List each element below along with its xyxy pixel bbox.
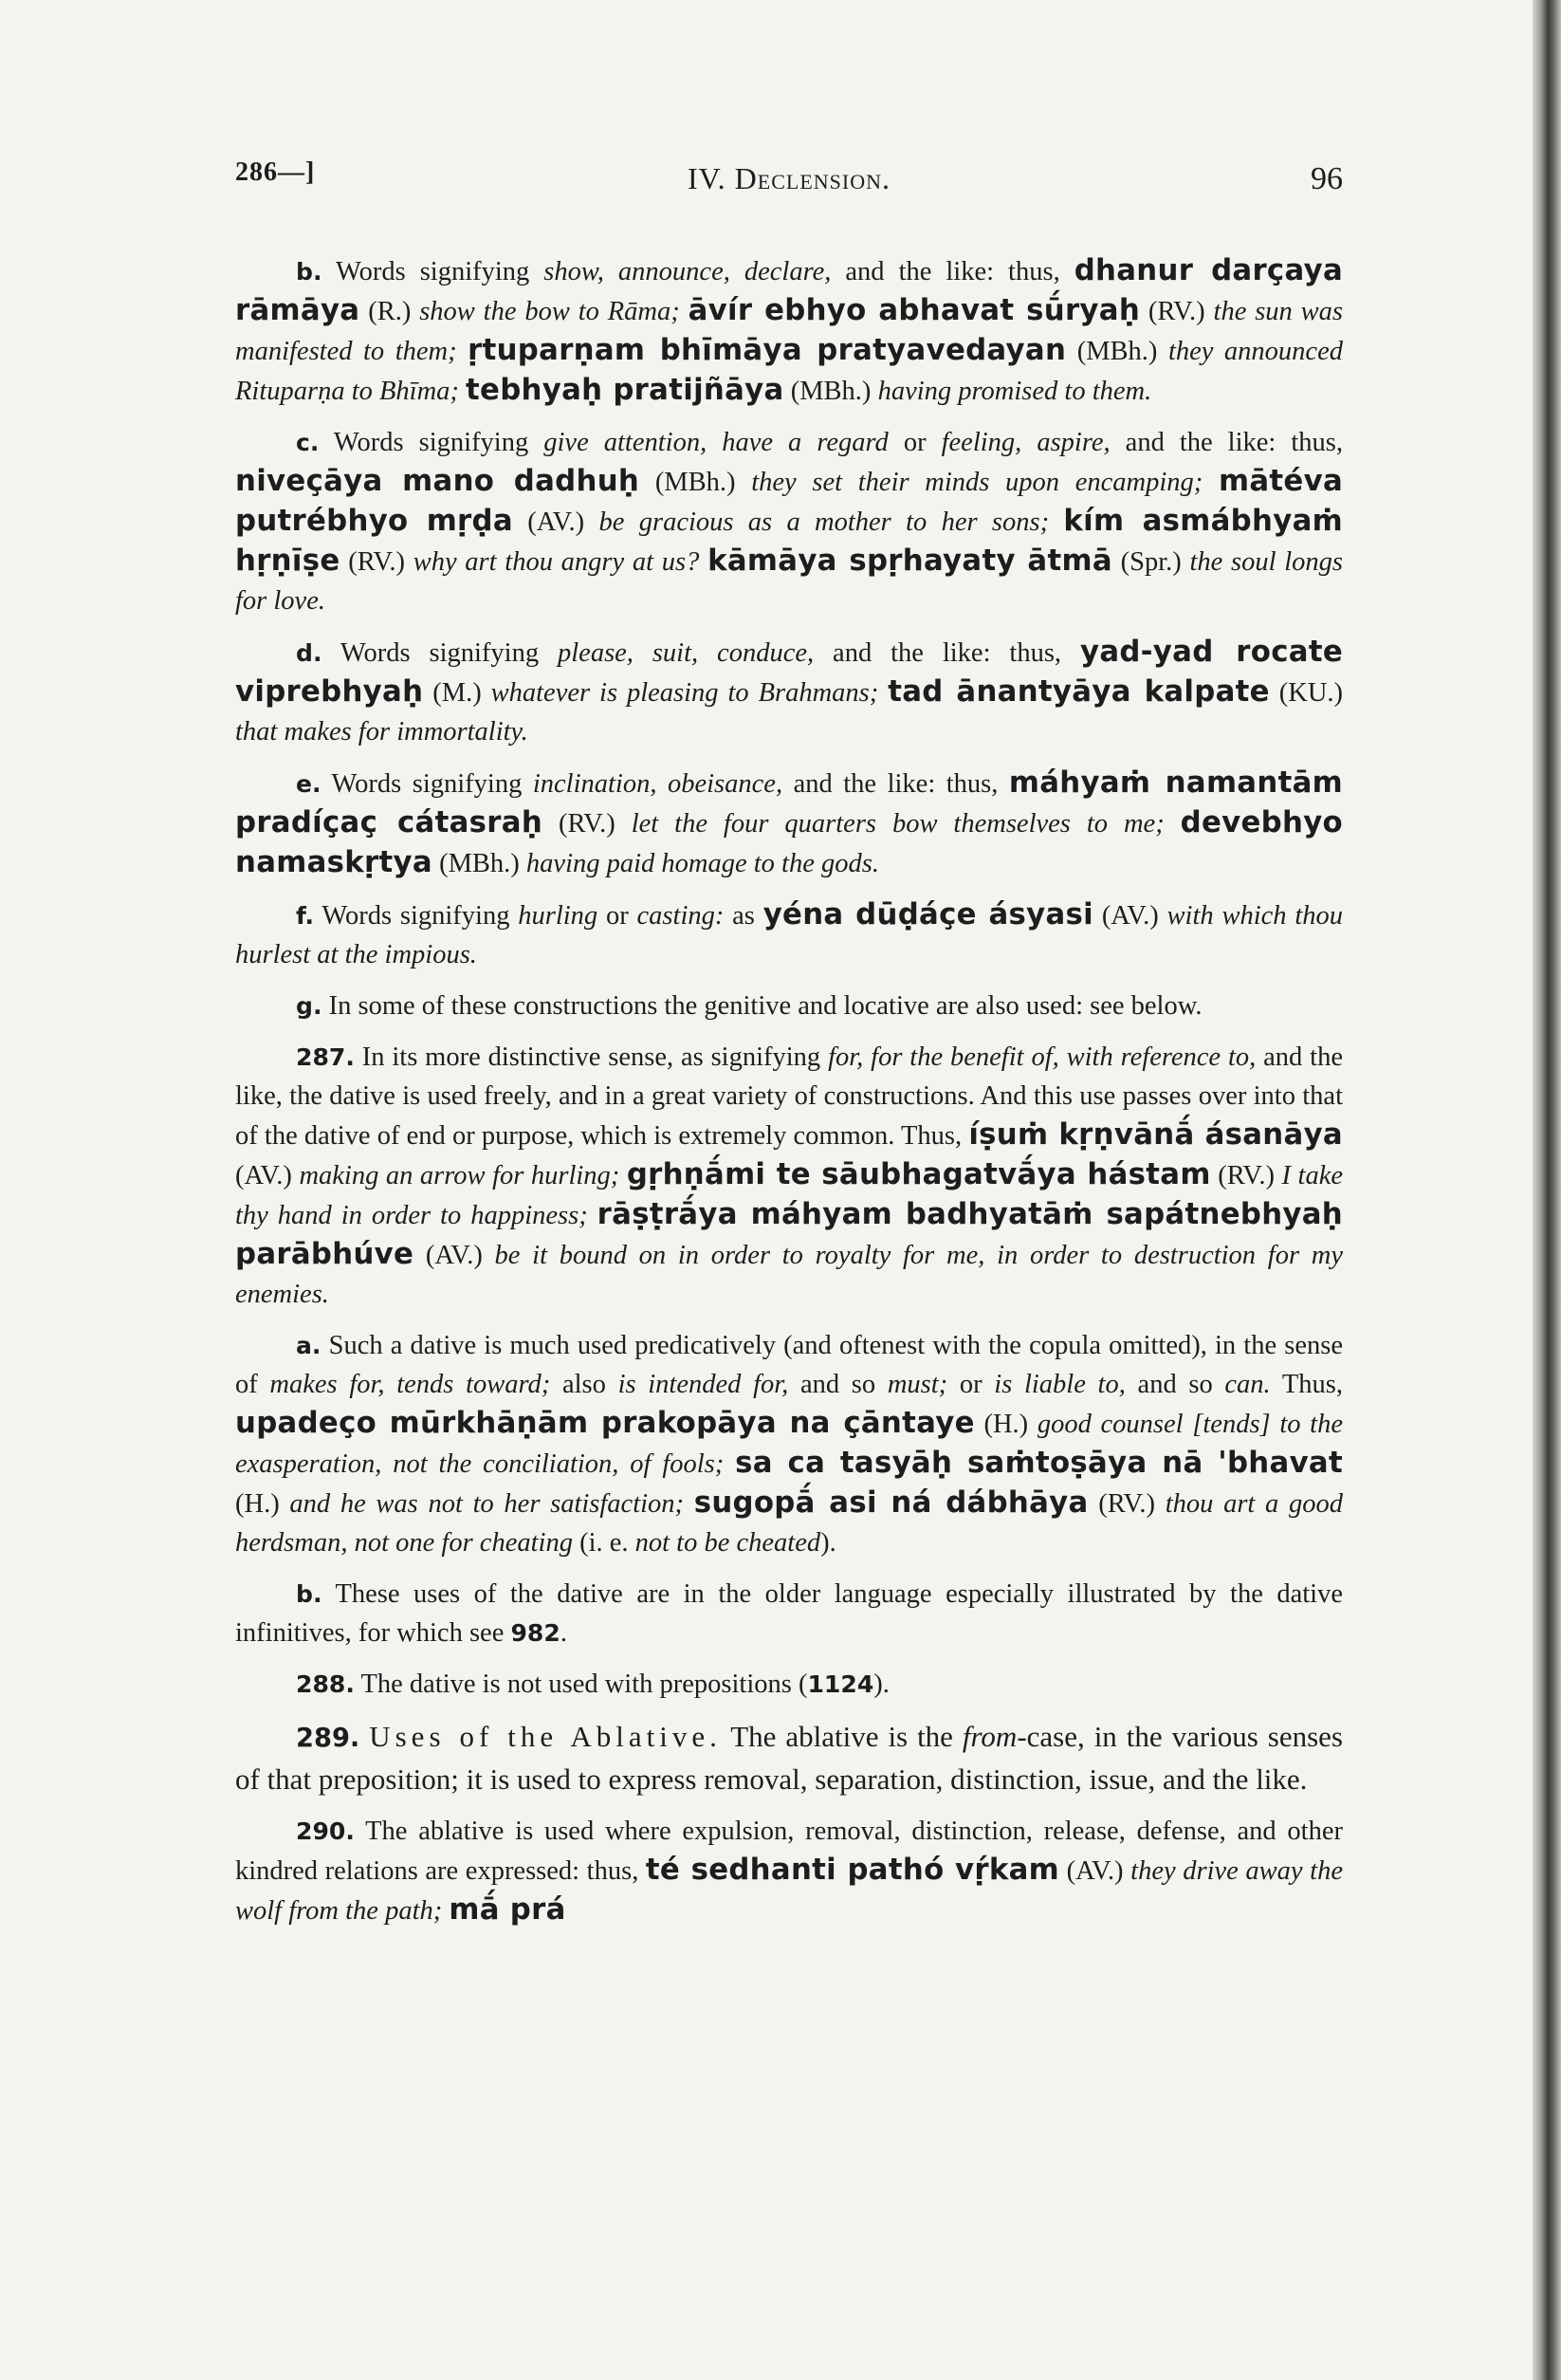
body-text: and the like, the dative is used freely, and in a great variety of constructions. And this use passes over into that of the dative of end or purpose, which is extremely common. Thus, xyxy=(235,1042,1343,1151)
body-text: and so xyxy=(1125,1370,1225,1399)
sanskrit-text: upadeço mūrkhāṇām prakopāya na çāntaye xyxy=(235,1406,975,1440)
sub-label: a. xyxy=(296,1332,321,1359)
translation-text: for, for the benefit of, with reference to, xyxy=(828,1042,1257,1072)
body-text: The ablative is the xyxy=(721,1720,963,1753)
body-text xyxy=(878,678,888,708)
section-number: 982 xyxy=(510,1619,560,1647)
translation-text: they drive away the wolf from the path; xyxy=(235,1856,1343,1926)
translation-text: they announced Rituparṇa to Bhīma; xyxy=(235,337,1343,406)
body-text: Such a dative is much used predicatively (and oftenest with the copula omitted), in the sense of xyxy=(235,1331,1343,1399)
body-text xyxy=(359,1720,369,1753)
sanskrit-text: dhanur darçaya rāmāya xyxy=(235,253,1344,327)
body-text: or xyxy=(947,1370,995,1399)
body-text: and the like: thus, xyxy=(782,769,1009,799)
translation-text: show the bow to Rāma; xyxy=(419,297,680,326)
body-text: (MBh.) xyxy=(432,849,526,878)
page-header xyxy=(235,152,1343,209)
body-text: (Spr.) xyxy=(1111,547,1190,577)
body-text: (RV.) xyxy=(1088,1489,1166,1519)
paragraph xyxy=(235,1575,1343,1652)
body-text: (MBh.) xyxy=(1066,337,1168,366)
body-text xyxy=(459,377,466,406)
paragraph xyxy=(235,633,1343,751)
paragraph xyxy=(235,251,1343,411)
translation-text: is intended for, xyxy=(617,1370,789,1399)
translation-text: feeling, aspire, xyxy=(941,428,1111,457)
body-text: In its more distinctive sense, as signifying xyxy=(354,1042,829,1072)
running-title: IV. Declension. xyxy=(688,161,891,195)
section-number: 288. xyxy=(296,1670,355,1698)
sub-label: d. xyxy=(296,639,322,667)
body-text: In some of these constructions the genitive and locative are also used: see below. xyxy=(321,991,1203,1021)
translation-text: give attention, have a regard xyxy=(543,428,889,457)
sub-label: f. xyxy=(296,902,315,930)
paragraph xyxy=(235,1326,1343,1562)
sanskrit-text: rāṣṭrā́ya máhyam badhyatāṁ sapátnebhyaḥ parābhúve xyxy=(235,1197,1344,1271)
section-number: 290. xyxy=(296,1817,355,1845)
body-text: and the like: thus, xyxy=(814,638,1080,668)
body-text: (AV.) xyxy=(1093,901,1167,931)
sanskrit-text: devebhyo namaskṛtya xyxy=(235,805,1343,879)
body-text xyxy=(457,337,468,366)
sanskrit-text: yad-yad rocate viprebhyaḥ xyxy=(235,635,1343,709)
body-text xyxy=(684,1489,694,1519)
translation-text: is liable to, xyxy=(994,1370,1126,1399)
translation-text: good counsel [tends] to the exasperation, not the conciliation, of fools; xyxy=(235,1410,1343,1479)
sub-label: c. xyxy=(296,429,320,456)
body-text: These uses of the dative are in the older language especially illustrated by the dative infinitives, for which see xyxy=(235,1579,1343,1648)
sanskrit-text: té sedhanti pathó vṛ́kam xyxy=(645,1853,1060,1887)
body-text: Words signifying xyxy=(321,769,533,799)
body-text: (MBh.) xyxy=(639,468,752,497)
translation-text: with which thou hurlest at the impious. xyxy=(235,901,1343,969)
section-number: 1124 xyxy=(807,1670,874,1698)
body-text xyxy=(1203,468,1219,497)
translation-text: be gracious as a mother to her sons; xyxy=(598,507,1050,537)
body-text: . xyxy=(560,1618,567,1648)
translation-text: must; xyxy=(887,1370,948,1399)
translation-text: that makes for immortality. xyxy=(235,717,528,747)
sanskrit-text: yéna dūḍáçe ásyasi xyxy=(762,897,1094,932)
sub-label: e. xyxy=(296,770,321,798)
sanskrit-text: máhyaṁ namantām pradíçaç cátasraḥ xyxy=(235,766,1343,839)
sanskrit-text: tad ānantyāya kalpate xyxy=(888,674,1270,709)
translation-text: the sun was manifested to them; xyxy=(235,297,1344,366)
body-text xyxy=(588,1201,597,1230)
translation-text: show, announce, declare, xyxy=(543,257,832,286)
paragraph xyxy=(235,987,1343,1025)
sanskrit-text: āvír ebhyo abhavat sū́ryaḥ xyxy=(688,293,1141,327)
translation-text: inclination, obeisance, xyxy=(532,769,783,799)
section-reference: 286—] xyxy=(235,157,316,187)
body-text: Words signifying xyxy=(319,428,544,457)
translation-text: why art thou angry at us? xyxy=(413,547,700,577)
page-body xyxy=(235,251,1343,1943)
sanskrit-text: kím asmábhyaṁ hṛṇīṣe xyxy=(235,504,1343,578)
body-text: and so xyxy=(788,1370,888,1399)
sanskrit-text: mā́ prá xyxy=(449,1892,566,1927)
paragraph xyxy=(235,764,1343,883)
paragraph xyxy=(235,423,1343,620)
paragraph xyxy=(235,1716,1343,1799)
translation-text: let the four quarters bow themselves to me; xyxy=(631,809,1165,839)
sanskrit-text: kāmāya spṛhayaty ātmā xyxy=(707,544,1112,578)
scan-edge-shadow xyxy=(1533,0,1561,2380)
translation-text: please, suit, conduce, xyxy=(558,638,815,668)
body-text: (AV.) xyxy=(235,1161,300,1190)
sanskrit-text: niveçāya mano dadhuḥ xyxy=(235,464,640,498)
body-text xyxy=(1049,507,1063,537)
translation-text: having promised to them. xyxy=(877,377,1152,406)
paragraph xyxy=(235,1665,1343,1704)
body-text: (RV.) xyxy=(542,809,632,839)
body-text xyxy=(724,1449,735,1479)
section-number: 287. xyxy=(296,1043,355,1071)
sanskrit-text: ṛtuparṇam bhīmāya pratyavedayan xyxy=(468,333,1067,367)
page-number: 96 xyxy=(1311,161,1343,196)
sanskrit-text: sugopā́ asi ná dábhāya xyxy=(693,1485,1089,1520)
body-text: (H.) xyxy=(974,1410,1038,1439)
body-text: (KU.) xyxy=(1269,678,1344,708)
body-text xyxy=(619,1161,627,1190)
body-text: (RV.) xyxy=(340,547,413,577)
body-text: (MBh.) xyxy=(783,377,878,406)
translation-text: having paid homage to the gods. xyxy=(525,849,879,878)
body-text: (AV.) xyxy=(512,507,599,537)
section-number: 289. xyxy=(296,1724,360,1753)
sanskrit-text: mātéva putrébhyo mṛḍa xyxy=(235,464,1344,538)
translation-text: makes for, tends toward; xyxy=(269,1370,551,1399)
translation-text: I take thy hand in order to happiness; xyxy=(235,1161,1343,1230)
body-text: ). xyxy=(873,1670,890,1699)
translation-text: from xyxy=(962,1720,1018,1753)
body-text: (R.) xyxy=(359,297,420,326)
body-text: Words signifying xyxy=(321,638,558,668)
body-text: (RV.) xyxy=(1210,1161,1282,1190)
body-text: (RV.) xyxy=(1140,297,1214,326)
body-text: ). xyxy=(820,1528,836,1558)
body-text xyxy=(699,547,707,577)
translation-text: can. xyxy=(1224,1370,1271,1399)
body-text: and the like: thus, xyxy=(1110,428,1343,457)
body-text: also xyxy=(550,1370,618,1399)
translation-text: the soul longs for love. xyxy=(235,547,1343,616)
paragraph xyxy=(235,1038,1343,1314)
sanskrit-text: tebhyaḥ pratijñāya xyxy=(466,373,784,407)
translation-text: hurling xyxy=(518,901,598,931)
body-text: (M.) xyxy=(423,678,491,708)
paragraph xyxy=(235,895,1343,974)
body-text: (AV.) xyxy=(1059,1856,1131,1886)
body-text xyxy=(680,297,689,326)
sanskrit-text: íṣuṁ kṛṇvānā́ ásanāya xyxy=(968,1117,1343,1152)
sanskrit-text: sa ca tasyāḥ saṁtoṣāya nā 'bhavat xyxy=(735,1446,1343,1480)
sub-label: g. xyxy=(296,992,322,1020)
body-text: and the like: thus, xyxy=(831,257,1074,286)
translation-text: whatever is pleasing to Brahmans; xyxy=(490,678,879,708)
translation-text: thou art a good herdsman, not one for cheating xyxy=(235,1489,1343,1558)
body-text: -case, in the various senses of that preposition; it is used to express removal, separation, distinction, issue, and the like. xyxy=(235,1720,1343,1796)
translation-text: not to be cheated xyxy=(634,1528,821,1558)
translation-text: casting: xyxy=(636,901,725,931)
sub-label: b. xyxy=(296,1580,322,1608)
body-text: or xyxy=(597,901,637,931)
body-text: Words signifying xyxy=(314,901,519,931)
body-text: (AV.) xyxy=(413,1241,495,1270)
body-text: Thus, xyxy=(1270,1370,1343,1399)
body-text: (i. e. xyxy=(572,1528,635,1558)
paragraph xyxy=(235,1812,1343,1930)
translation-text: be it bound on in order to royalty for me, in order to destruction for my enemies. xyxy=(235,1241,1343,1309)
body-text: Words signifying xyxy=(321,257,544,286)
translation-text: making an arrow for hurling; xyxy=(299,1161,620,1190)
body-text: (H.) xyxy=(235,1489,290,1519)
translation-text: they set their minds upon encamping; xyxy=(751,468,1203,497)
sanskrit-text: gṛhṇā́mi te sāubhagatvā́ya hástam xyxy=(626,1157,1211,1191)
body-text: The ablative is used where expulsion, removal, distinction, release, defense, and other kindred relations are expressed: thus, xyxy=(235,1817,1343,1886)
section-heading: Uses of the Ablative. xyxy=(369,1720,722,1753)
sub-label: b. xyxy=(296,258,322,286)
body-text: The dative is not used with prepositions ( xyxy=(354,1670,808,1699)
translation-text: and he was not to her satisfaction; xyxy=(289,1489,685,1519)
body-text: or xyxy=(888,428,942,457)
body-text: as xyxy=(724,901,763,931)
body-text xyxy=(1165,809,1181,839)
